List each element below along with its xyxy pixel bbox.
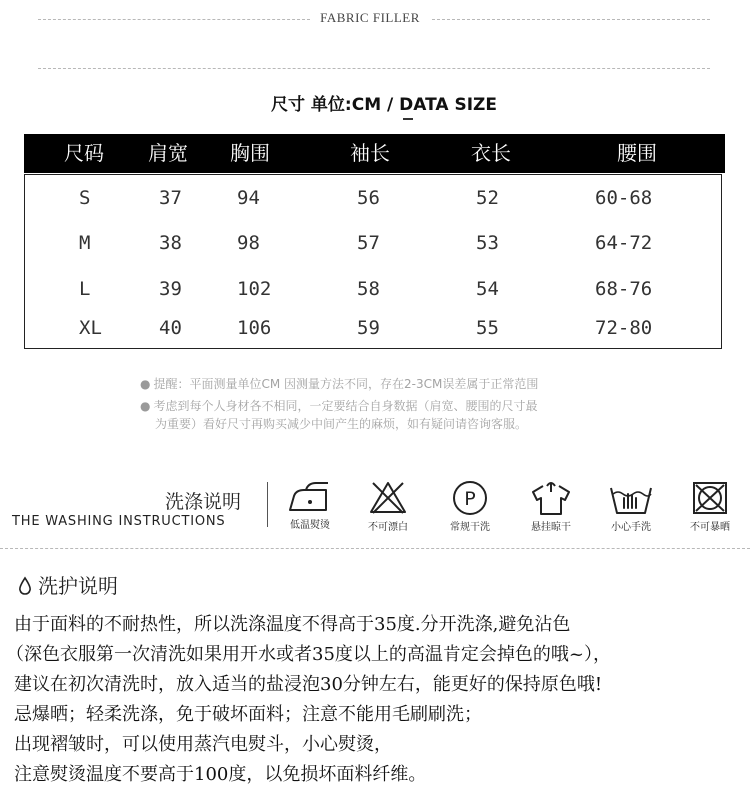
- bullet-icon: ●: [140, 377, 151, 391]
- cell-size: L: [79, 278, 91, 300]
- note-body-fit-continued: 为重要）看好尺寸再购买减少中间产生的麻烦，如有疑问请咨询客服。: [155, 417, 528, 431]
- no-bleach-icon: [368, 480, 408, 516]
- care-label: 低温熨烫: [290, 520, 330, 531]
- cell-sleeve: 57: [357, 232, 380, 254]
- care-label: 不可漂白: [368, 522, 408, 533]
- cell-chest: 94: [237, 187, 260, 209]
- cell-waist: 64-72: [595, 232, 653, 254]
- size-table-body: [24, 174, 722, 349]
- care-line: 出现褶皱时，可以使用蒸汽电熨斗，小心熨烫，: [14, 734, 392, 755]
- care-label: 常规干洗: [450, 522, 490, 533]
- size-chart-title: 尺寸 单位:CM / DATA SIZE: [271, 95, 497, 115]
- cell-length: 54: [476, 278, 499, 300]
- column-header-sleeve: 袖长: [350, 141, 390, 165]
- washing-title-en: THE WASHING INSTRUCTIONS: [12, 514, 226, 529]
- hand-wash-icon: [608, 480, 654, 516]
- care-label: 不可暴晒: [690, 522, 730, 533]
- cell-shoulder: 39: [159, 278, 182, 300]
- cell-length: 53: [476, 232, 499, 254]
- title-underline: [403, 118, 413, 120]
- care-symbol-no-bleach: [348, 480, 428, 533]
- size-table-header: [24, 134, 725, 173]
- bullet-icon: ●: [140, 399, 151, 413]
- care-line: 建议在初次清洗时，放入适当的盐浸泡30分钟左右，能更好的保持原色哦!: [14, 674, 603, 695]
- care-line: 忌爆晒；轻柔洗涤，免于破坏面料；注意不能用毛刷刷洗；: [14, 704, 482, 725]
- care-symbol-hand-wash: [591, 480, 671, 533]
- care-label: 小心手洗: [611, 522, 651, 533]
- care-heading-text: 洗护说明: [38, 574, 118, 598]
- brand-title: FABRIC FILLER: [320, 10, 420, 25]
- washing-divider: [267, 482, 268, 527]
- cell-size: XL: [79, 317, 102, 339]
- dry-clean-p-icon: [451, 480, 489, 516]
- cell-shoulder: 37: [159, 187, 182, 209]
- svg-text:P: P: [464, 488, 476, 510]
- water-drop-icon: [18, 576, 32, 596]
- washing-title-cn: 洗涤说明: [165, 491, 242, 513]
- cell-chest: 102: [237, 278, 272, 300]
- cell-sleeve: 59: [357, 317, 380, 339]
- cell-shoulder: 40: [159, 317, 182, 339]
- cell-sleeve: 58: [357, 278, 380, 300]
- note-measurement: [140, 375, 538, 392]
- care-line: 由于面料的不耐热性，所以洗涤温度不得高于35度.分开洗涤,避免沾色: [14, 614, 571, 635]
- cell-length: 52: [476, 187, 499, 209]
- column-header-length: 衣长: [471, 141, 511, 165]
- column-header-waist: 腰围: [617, 141, 657, 165]
- note-text: 提醒：平面测量单位CM 因测量方法不同，存在2-3CM误差属于正常范围: [153, 377, 539, 391]
- section-divider: [0, 548, 750, 549]
- care-line: （深色衣服第一次清洗如果用开水或者35度以上的高温肯定会掉色的哦~），: [6, 644, 611, 665]
- column-header-size: 尺码: [64, 141, 104, 165]
- note-text: 考虑到每个人身材各不相同，一定要结合自身数据（肩宽、腰围的尺寸最: [153, 399, 538, 413]
- care-symbol-hang-dry: [511, 480, 591, 533]
- section-divider: [38, 68, 710, 69]
- care-symbol-dry-clean: [430, 480, 510, 533]
- care-symbol-no-sun-dry: [670, 480, 750, 533]
- care-line: 注意熨烫温度不要高于100度，以免损坏面料纤维。: [14, 764, 427, 785]
- no-sun-dry-icon: [691, 480, 729, 516]
- cell-waist: 60-68: [595, 187, 653, 209]
- hang-dry-icon: [529, 480, 573, 516]
- cell-shoulder: 38: [159, 232, 182, 254]
- care-label: 悬挂晾干: [531, 522, 571, 533]
- low-temperature-iron-icon: [286, 480, 334, 514]
- column-header-chest: 胸围: [230, 141, 270, 165]
- cell-size: S: [79, 187, 91, 209]
- cell-length: 55: [476, 317, 499, 339]
- care-symbol-iron: [270, 480, 350, 531]
- cell-waist: 72-80: [595, 317, 653, 339]
- cell-sleeve: 56: [357, 187, 380, 209]
- cell-waist: 68-76: [595, 278, 653, 300]
- note-body-fit: [140, 397, 538, 414]
- cell-chest: 106: [237, 317, 272, 339]
- cell-chest: 98: [237, 232, 260, 254]
- column-header-shoulder: 肩宽: [148, 141, 188, 165]
- cell-size: M: [79, 232, 91, 254]
- top-divider-right: [432, 19, 710, 20]
- care-heading: [18, 570, 118, 599]
